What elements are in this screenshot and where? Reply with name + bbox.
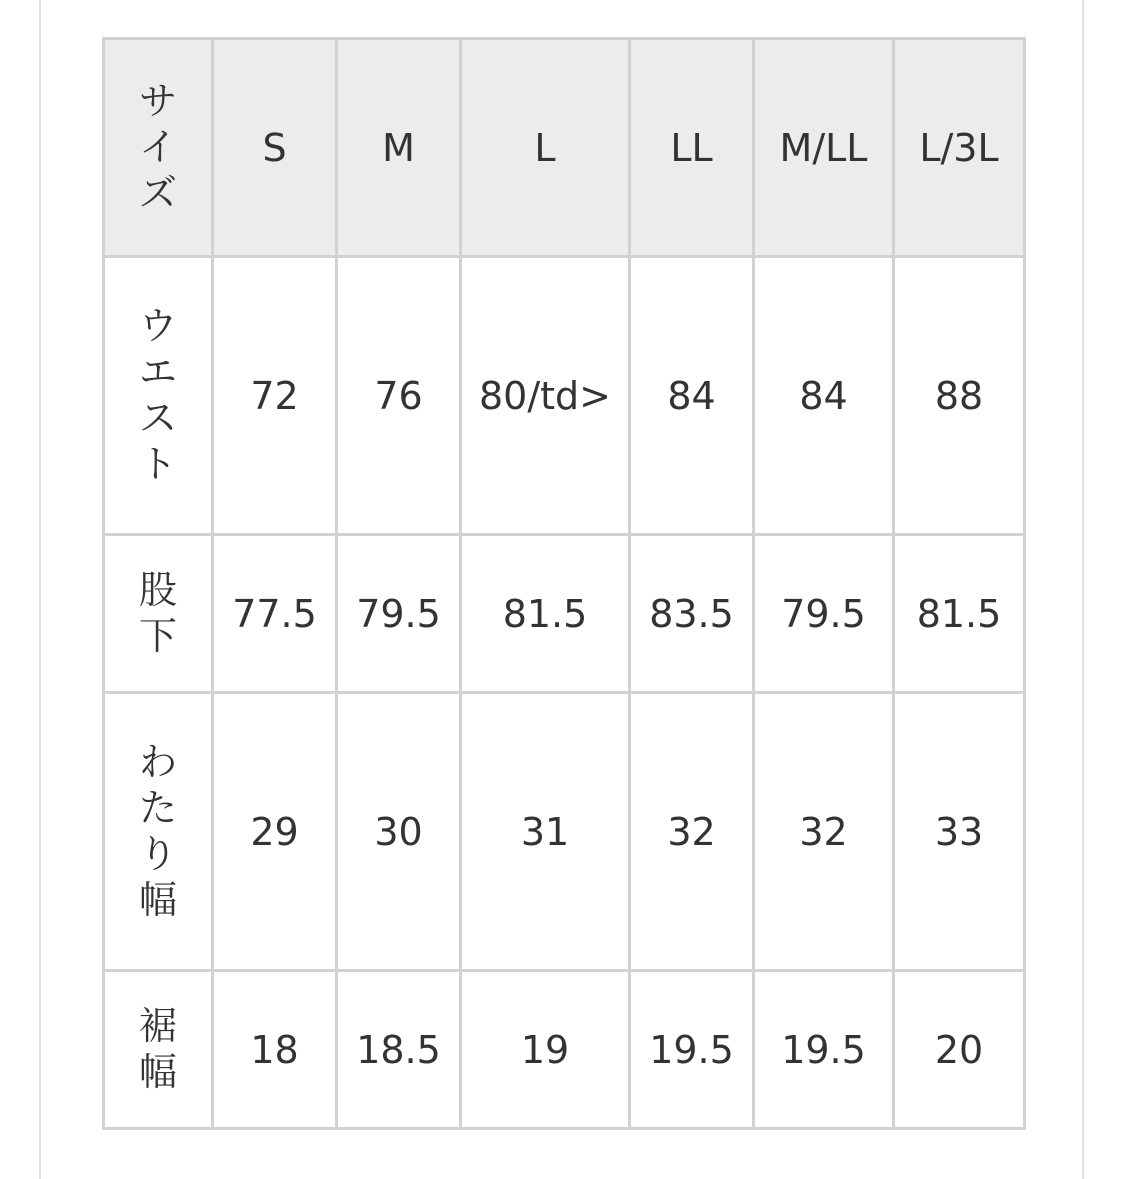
table-cell: 19.5 <box>754 971 894 1129</box>
table-cell: 76 <box>337 257 461 535</box>
size-chart-table <box>102 37 1026 1130</box>
table-cell: 18.5 <box>337 971 461 1129</box>
table-cell: 83.5 <box>630 535 754 693</box>
vertical-label: わ た り 幅 <box>138 740 177 922</box>
table-cell: 19.5 <box>630 971 754 1129</box>
column-header-l: L <box>461 39 630 257</box>
row-label-thigh-width <box>104 693 213 971</box>
table-cell: 20 <box>894 971 1025 1129</box>
table-cell: 81.5 <box>461 535 630 693</box>
table-row-inseam <box>104 535 1025 693</box>
row-label-size <box>104 39 213 257</box>
row-label-hem-width <box>104 971 213 1129</box>
table-cell: 30 <box>337 693 461 971</box>
table-cell: 72 <box>213 257 337 535</box>
table-row-waist <box>104 257 1025 535</box>
table-cell: 29 <box>213 693 337 971</box>
table-cell: 77.5 <box>213 535 337 693</box>
table-cell: 88 <box>894 257 1025 535</box>
table-cell: 32 <box>630 693 754 971</box>
column-header-m-ll: M/LL <box>754 39 894 257</box>
column-header-m: M <box>337 39 461 257</box>
vertical-label: サ イ ズ <box>138 79 177 215</box>
table-cell: 79.5 <box>754 535 894 693</box>
header-row <box>104 39 1025 257</box>
table-cell: 80/td> <box>461 257 630 535</box>
table-row-thigh-width <box>104 693 1025 971</box>
table-cell: 18 <box>213 971 337 1129</box>
table-cell: 81.5 <box>894 535 1025 693</box>
column-header-s: S <box>213 39 337 257</box>
frame-left-border <box>39 0 41 1179</box>
row-label-inseam <box>104 535 213 693</box>
table-cell: 33 <box>894 693 1025 971</box>
table-cell: 19 <box>461 971 630 1129</box>
table-cell: 79.5 <box>337 535 461 693</box>
vertical-label: ウ エ ス ト <box>138 304 177 486</box>
row-label-waist <box>104 257 213 535</box>
vertical-label: 股 下 <box>138 568 177 658</box>
table-cell: 32 <box>754 693 894 971</box>
table-cell: 31 <box>461 693 630 971</box>
column-header-ll: LL <box>630 39 754 257</box>
table-row-hem-width <box>104 971 1025 1129</box>
column-header-l-3l: L/3L <box>894 39 1025 257</box>
table-cell: 84 <box>754 257 894 535</box>
table-cell: 84 <box>630 257 754 535</box>
frame-right-border <box>1082 0 1084 1179</box>
vertical-label: 裾 幅 <box>138 1004 177 1094</box>
